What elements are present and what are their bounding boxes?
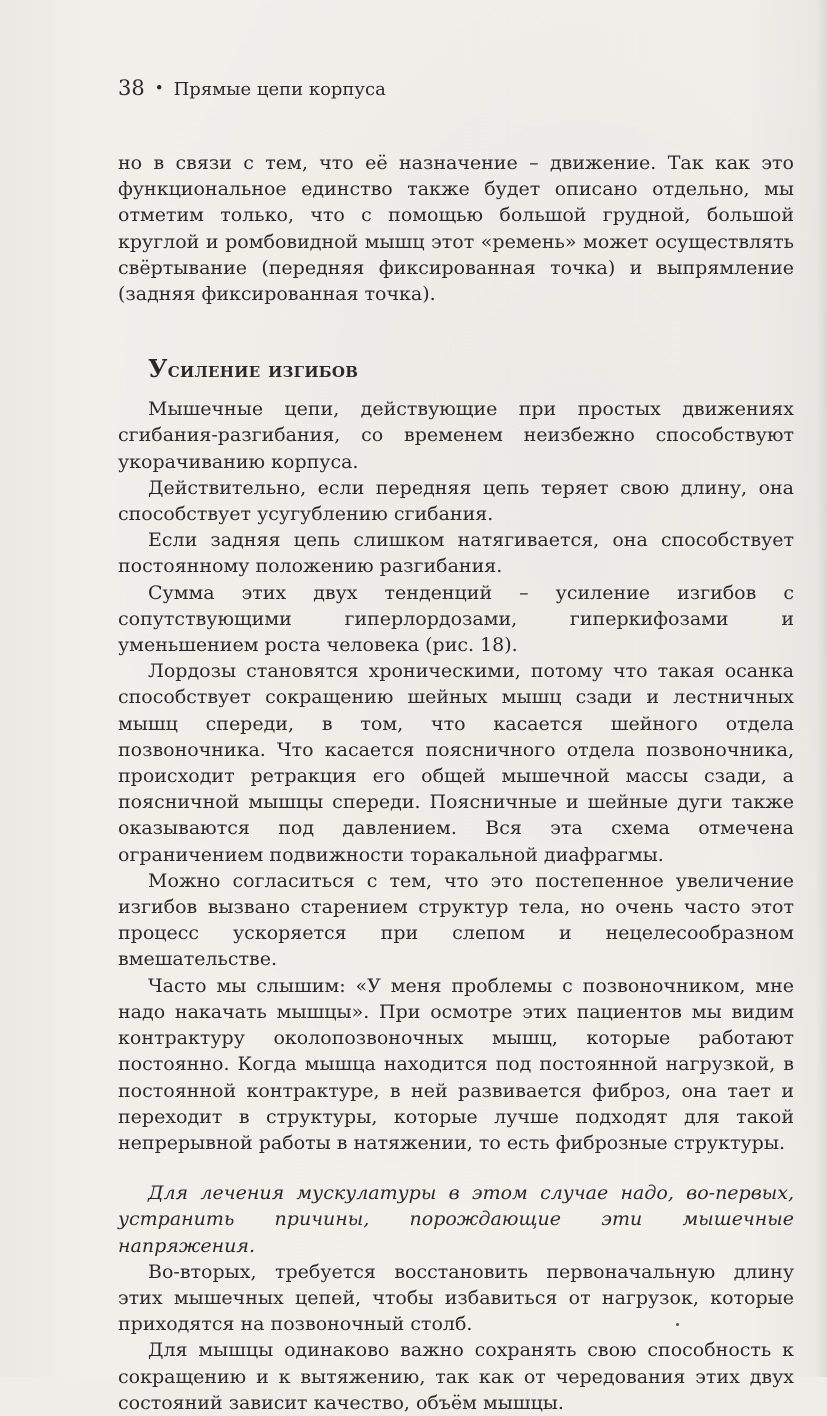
header-separator: •	[154, 79, 164, 97]
page-content	[118, 150, 794, 1416]
print-speck	[676, 1323, 679, 1326]
paragraph: Действительно, если передняя цепь теряет свою длину, она способствует усугублению сгибания.	[118, 476, 794, 526]
paragraph: Если задняя цепь слишком натягивается, она способствует постоянному положению разгибания.	[118, 529, 794, 578]
paragraph: Во-вторых, требуется восстановить первоначальную длину этих мышечных цепей, чтобы избавиться от нагрузок, которые приходятся на позвоночный столб.	[118, 1260, 794, 1336]
page-number: 38	[118, 76, 145, 100]
section-title-text: силение изгибов	[167, 357, 359, 383]
paragraph: Сумма этих двух тенденций – усиление изгибов с сопутствующими гиперлордозами, гиперкифозами и уменьшением роста человека (рис. 18).	[118, 581, 794, 657]
page-edge-shadow	[817, 0, 827, 1377]
chapter-title: Прямые цепи корпуса	[173, 79, 386, 100]
paragraph: Можно согласиться с тем, что это постепенное увеличение изгибов вызвано старением структур тела, но очень часто этот процесс ускоряется при слепом и нецелесообразном вмешательстве.	[118, 869, 794, 971]
running-header	[118, 74, 386, 104]
intro-paragraph: но в связи с тем, что её назначение – движение. Так как это функциональное единство также будет описано отдельно, мы отметим только, что с помощью большой грудной, большой круглой и ромбовидной мышц этот «ремень» может осуществлять свёртывание (передняя фиксированная точка) и выпрямление (задняя фиксированная точка).	[118, 152, 794, 306]
italic-paragraph: Для лечения мускулатуры в этом случае надо, во-первых, устранить причины, порождающие эти мышечные напряжения.	[118, 1182, 794, 1257]
section-title	[118, 355, 794, 384]
paragraph: Лордозы становятся хроническими, потому что такая осанка способствует сокращению шейных мышц сзади и лестничных мышц спереди, в том, что касается шейного отдела позвоночника. Что касается поясничного отдела позвоночника, происходит ретракция его общей мышечной массы сзади, а поясничной мышцы спереди. Поясничные и шейные дуги также оказываются под давлением. Вся эта схема отмечена ограничением подвижности торакальной диафрагмы.	[118, 660, 794, 866]
section-title-initial: У	[148, 354, 168, 384]
paragraph: Часто мы слышим: «У меня проблемы с позвоночником, мне надо накачать мышцы». При осмотре этих пациентов мы видим контрактуру околопозвоночных мышц, которые работают постоянно. Когда мышца находится под постоянной нагрузкой, в постоянной контрактуре, в ней развивается фиброз, она тает и переходит в структуры, которые лучше подходят для такой непрерывной работы в натяжении, то есть фиброзные структуры.	[118, 974, 794, 1154]
paragraph: Для мышцы одинаково важно сохранять свою способность к сокращению и к вытяжению, так как от чередования этих двух состояний зависит качество, объём мышцы.	[118, 1339, 794, 1414]
paragraph: Мышечные цепи, действующие при простых движениях сгибания-разгибания, со временем неизбежно способствуют укорачиванию корпуса.	[118, 398, 794, 473]
